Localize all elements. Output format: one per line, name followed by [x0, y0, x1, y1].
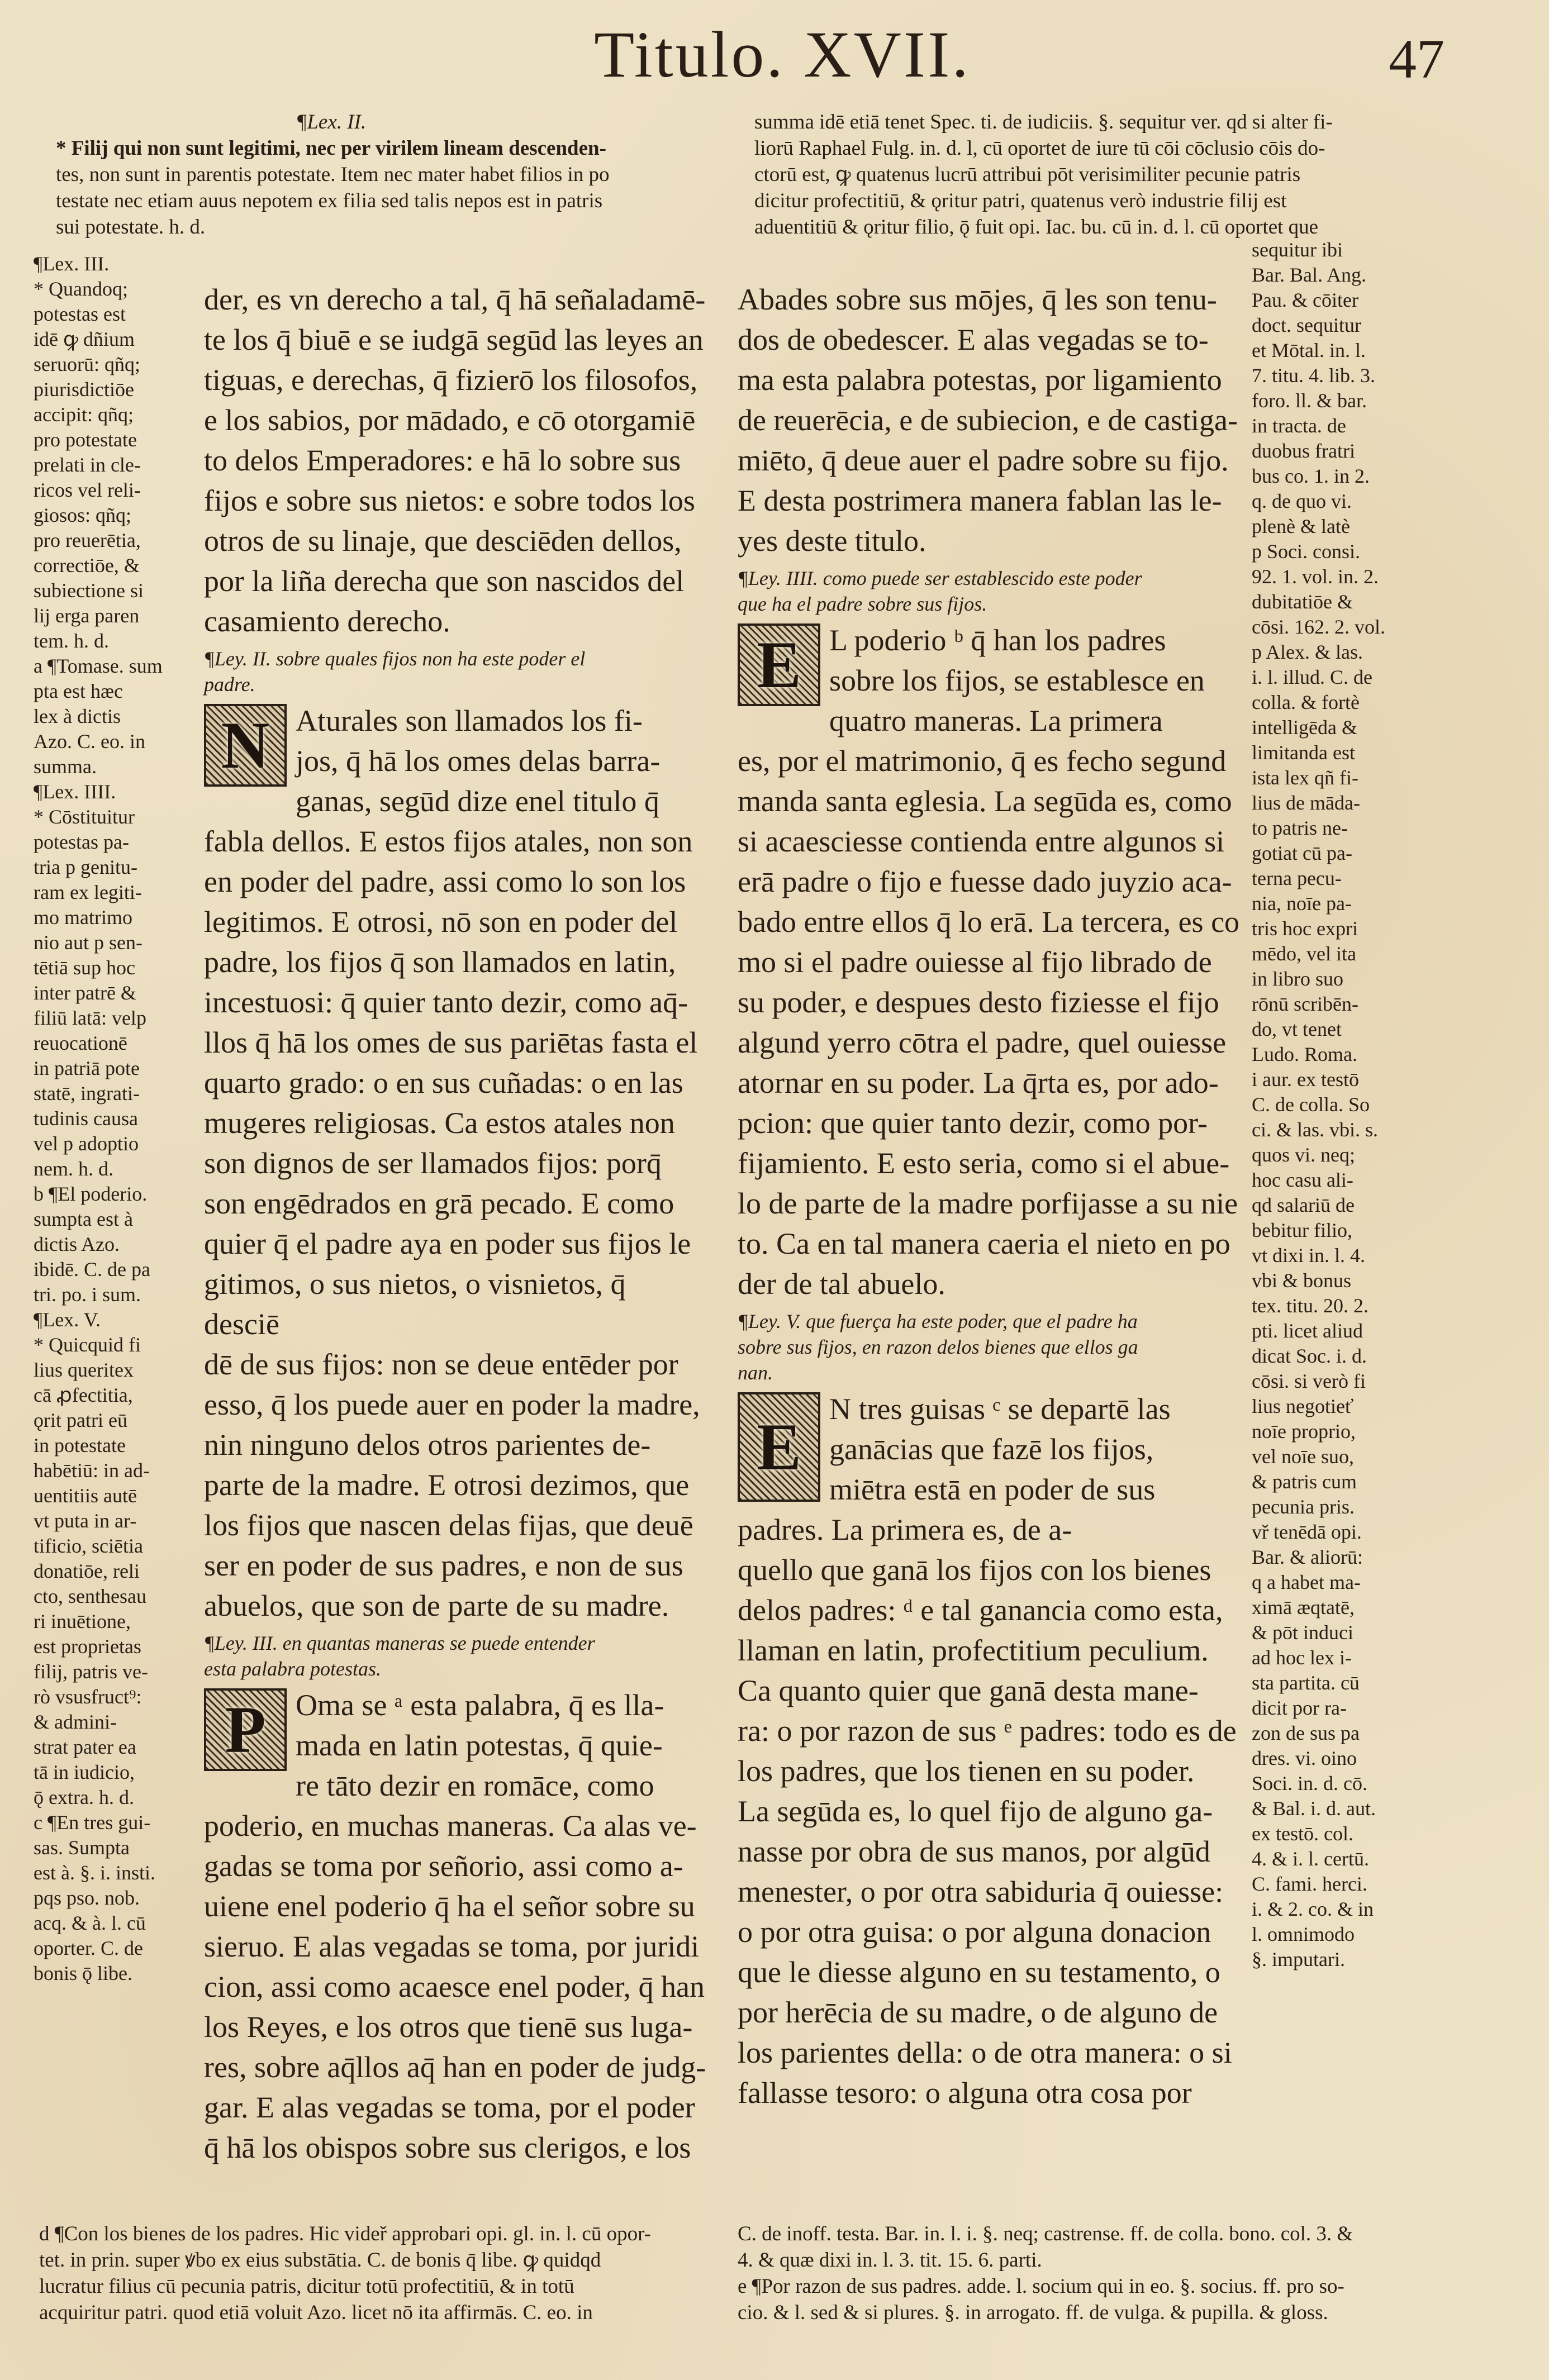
text-line: Ludo. Roma.: [1252, 1043, 1357, 1065]
text-line: erā padre o fijo e fuesse dado juyzio aca-: [738, 865, 1232, 898]
text-line: nia, noīe pa-: [1252, 892, 1352, 915]
text-line: ci. & las. vbi. s.: [1252, 1118, 1378, 1141]
running-title: Titulo. XVII.: [594, 18, 971, 91]
text-line: padre.: [204, 673, 255, 696]
text-line: manda santa eglesia. La segūda es, como: [738, 784, 1232, 818]
folio-number: 47: [1389, 28, 1445, 90]
text-line: sobre los fijos, se establesce en: [829, 664, 1205, 697]
text-line: por la liña derecha que son nascidos del: [204, 564, 685, 598]
text-line: tā in iudicio,: [34, 1761, 135, 1783]
text-line: fijos e sobre sus nietos: e sobre todos los: [204, 484, 695, 517]
text-line: in patriā pote: [34, 1057, 140, 1079]
text-line: & pōt induci: [1252, 1621, 1353, 1644]
text-line: accipit: qñq;: [34, 403, 134, 426]
law-paragraph-ley-iii: [204, 1685, 707, 2168]
text-line: qd salariū de: [1252, 1194, 1355, 1216]
text-line: gotiat cū pa-: [1252, 842, 1352, 864]
text-line: do, vt tenet: [1252, 1018, 1342, 1040]
main-column-right: [738, 279, 1241, 2113]
text-line: ram ex legiti-: [34, 881, 142, 903]
text-line: ¶Lex. III.: [34, 253, 110, 275]
text-line: tex. titu. 20. 2.: [1252, 1294, 1369, 1317]
text-line: dictis Azo.: [34, 1233, 120, 1255]
text-line: ¶Lex. V.: [34, 1308, 101, 1331]
text-line: La segūda es, lo quel fijo de alguno ga-: [738, 1794, 1213, 1828]
text-line: quarto grado: o en sus cuñadas: o en las: [204, 1066, 683, 1099]
text-line: Pau. & cōiter: [1252, 289, 1358, 311]
text-line: oporter. C. de: [34, 1937, 143, 1959]
text-line: sobre sus fijos, en razon delos bienes que ellos ga: [738, 1336, 1138, 1358]
text-line: l. omnimodo: [1252, 1923, 1355, 1945]
text-line: ricos vel reli-: [34, 479, 141, 501]
text-line: der de tal abuelo.: [738, 1267, 945, 1301]
text-line: Soci. in. d. cō.: [1252, 1772, 1367, 1794]
text-line: sta partita. cū: [1252, 1672, 1360, 1694]
decorated-initial: N: [204, 704, 287, 787]
text-line: rōnū scribēn-: [1252, 993, 1358, 1015]
text-line: ganas, segūd dize enel titulo q̄: [296, 784, 659, 818]
text-line: sieruo. E alas vegadas se toma, por juridi: [204, 1930, 700, 1963]
text-line: * Cōstituitur: [34, 806, 135, 828]
text-line: lij erga paren: [34, 604, 140, 627]
text-line: parte de la madre. E otrosi dezimos, que: [204, 1468, 690, 1502]
text-line: mada en latin potestas, q̄ quie-: [296, 1729, 663, 1762]
text-line: * Quandoq;: [34, 278, 128, 300]
text-line: vbi & bonus: [1252, 1269, 1352, 1292]
gloss-heading: ¶Lex. II.: [296, 111, 367, 134]
text-line: te los q̄ biuē e se iudgā segūd las leyes an: [204, 323, 704, 356]
text-line: atornar en su poder. La q̄rta es, por ado-: [738, 1066, 1219, 1099]
text-line: p Soci. consi.: [1252, 540, 1360, 563]
text-line: ximā æqtatē,: [1252, 1596, 1355, 1619]
text-line: ista lex qñ fi-: [1252, 767, 1358, 789]
text-line: & patris cum: [1252, 1470, 1357, 1493]
text-line: tet. in prin. super ꝟbo ex eius substātia. C. de bonis q̄ libe. ꝙ quidqd: [39, 2249, 601, 2272]
text-line: C. fami. herci.: [1252, 1873, 1367, 1895]
text-line: p Alex. & las.: [1252, 641, 1363, 663]
text-line: algund yerro cōtra el padre, quel ouiesse: [738, 1026, 1227, 1059]
text-line: vt dixi in. l. 4.: [1252, 1244, 1366, 1267]
text-line: lo de parte de la madre porfijasse a su nie: [738, 1187, 1238, 1220]
text-line: miētra estā en poder de sus: [829, 1473, 1156, 1506]
text-line: o por otra guisa: o por alguna donacion: [738, 1915, 1211, 1949]
text-line: i. & 2. co. & in: [1252, 1898, 1374, 1920]
text-line: doct. sequitur: [1252, 314, 1361, 336]
text-line: seruorū: qñq;: [34, 353, 140, 375]
text-line: limitanda est: [1252, 741, 1355, 764]
text-line: & admini-: [34, 1711, 117, 1733]
text-line: ganācias que fazē los fijos,: [829, 1432, 1154, 1466]
text-line: e ¶Por razon de sus padres. adde. l. socium qui in eo. §. socius. ff. pro so-: [738, 2275, 1344, 2298]
text-line: es, por el matrimonio, q̄ es fecho segund: [738, 744, 1227, 778]
text-line: uentitiis autē: [34, 1484, 137, 1507]
text-line: menester, o por otra sabiduria q̄ ouiesse:: [738, 1875, 1224, 1908]
text-line: filiū latā: velp: [34, 1007, 146, 1029]
text-line: hoc casu ali-: [1252, 1169, 1353, 1191]
text-line: poderio, en muchas maneras. Ca alas ve-: [204, 1809, 697, 1843]
text-line: filij, patris ve-: [34, 1660, 148, 1683]
text-line: esta palabra potestas.: [204, 1658, 382, 1680]
text-line: mēdo, vel ita: [1252, 943, 1356, 965]
left-margin-gloss: [34, 251, 196, 1986]
text-line: miēto, q̄ deue auer el padre sobre su fijo.: [738, 444, 1229, 477]
text-line: tri. po. i sum.: [34, 1283, 141, 1306]
text-line: otros de su linaje, que desciēden dellos,: [204, 524, 682, 558]
text-line: fallasse tesoro: o alguna otra cosa por: [738, 2076, 1192, 2110]
text-line: idē ꝙ dñium: [34, 328, 135, 350]
text-line: uiene enel poderio q̄ ha el señor sobre su: [204, 1889, 695, 1923]
text-line: bado entre ellos q̄ lo erā. La tercera, es co: [738, 905, 1240, 939]
text-line: dicit por ra-: [1252, 1697, 1347, 1719]
text-line: pro reuerētia,: [34, 529, 141, 551]
text-line: acquiritur patri. quod etiā voluit Azo. licet nō ita affirmās. C. eo. in: [39, 2301, 593, 2324]
text-line: tem. h. d.: [34, 630, 109, 652]
text-line: intelligēda &: [1252, 716, 1357, 739]
text-line: esso, q̄ los puede auer en poder la madre,: [204, 1388, 700, 1421]
text-line: son dignos de ser llamados fijos: porq̄: [204, 1146, 662, 1180]
text-line: cto, senthesau: [34, 1585, 146, 1607]
text-line: jos, q̄ hā los omes delas barra-: [296, 744, 661, 778]
text-line: mo matrimo: [34, 906, 132, 929]
text-line: c ¶En tres gui-: [34, 1811, 151, 1834]
text-line: mo si el padre ouiesse al fijo librado de: [738, 945, 1212, 979]
text-line: C. de inoff. testa. Bar. in. l. i. §. neq; castrense. ff. de colla. bono. col. 3. &: [738, 2222, 1353, 2245]
text-line: i aur. ex testō: [1252, 1068, 1359, 1091]
text-line: L poderio ᵇ q̄ han los padres: [829, 623, 1166, 657]
text-line: cōsi. si verò fi: [1252, 1370, 1366, 1392]
text-line: C. de colla. So: [1252, 1093, 1370, 1116]
text-line: 92. 1. vol. in. 2.: [1252, 565, 1379, 588]
text-line: tudinis causa: [34, 1107, 138, 1130]
text-line: statē, ingrati-: [34, 1082, 140, 1105]
text-line: correctiōe, &: [34, 554, 140, 577]
gloss-line: aduentitiū & ǫritur filio, ǭ fuit opi. Iac. bu. cū in. d. l. cū oportet que: [754, 216, 1319, 239]
decorated-initial: E: [738, 623, 820, 706]
text-line: ma esta palabra potestas, por ligamiento: [738, 363, 1222, 397]
text-line: 4. & i. l. certū.: [1252, 1848, 1369, 1870]
text-line: to. Ca en tal manera caeria el nieto en po: [738, 1227, 1230, 1260]
text-line: pti. licet aliud: [1252, 1320, 1363, 1342]
text-line: q. de quo vi.: [1252, 490, 1352, 512]
text-line: legitimos. E otrosi, nō son en poder del: [204, 905, 678, 939]
text-line: su poder, e despues desto fiziesse el fijo: [738, 986, 1219, 1019]
text-line: lex à dictis: [34, 705, 121, 727]
bottom-right-gloss: [738, 2221, 1431, 2326]
text-line: ser en poder de sus padres, e non de sus: [204, 1549, 683, 1582]
gloss-line: ctorū est, ꝙ quatenus lucrū attribui pōt verisimiliter pecunie patris: [754, 163, 1301, 186]
text-line: dos de obedescer. E alas vegadas se to-: [738, 323, 1209, 356]
text-line: Abades sobre sus mōjes, q̄ les son tenu-: [738, 283, 1217, 316]
text-line: en poder del padre, assi como lo son los: [204, 865, 686, 898]
text-line: padres. La primera es, de a-: [738, 1513, 1072, 1546]
text-line: gadas se toma por señorio, assi como a-: [204, 1849, 683, 1883]
text-line: cā ꝓfectitia,: [34, 1384, 133, 1406]
text-line: ¶Ley. IIII. como puede ser establescido este poder: [738, 567, 1142, 589]
text-line: * Quicquid fi: [34, 1334, 141, 1356]
text-line: ex testō. col.: [1252, 1822, 1353, 1845]
law-text-paragraph: [738, 279, 1241, 561]
text-line: tria p genitu-: [34, 856, 137, 878]
text-line: nasse por obra de sus manos, por algūd: [738, 1835, 1210, 1868]
gloss-line: sui potestate. h. d.: [56, 216, 206, 239]
text-line: rò vsusfruct⁹:: [34, 1686, 142, 1708]
bottom-left-gloss: [39, 2221, 715, 2326]
law-heading-ley-ii: [204, 646, 707, 697]
text-line: in tracta. de: [1252, 415, 1346, 437]
text-line: lius queritex: [34, 1359, 134, 1381]
gloss-line: dicitur profectitiū, & ǫritur patri, quatenus verò industrie filij est: [754, 189, 1287, 212]
text-line: colla. & fortè: [1252, 691, 1360, 713]
text-line: pro potestate: [34, 429, 137, 451]
text-line: Bar. Bal. Ang.: [1252, 264, 1366, 286]
text-line: dē de sus fijos: non se deue entēder por: [204, 1348, 678, 1381]
text-line: quos vi. neq;: [1252, 1144, 1355, 1166]
text-line: nem. h. d.: [34, 1158, 113, 1180]
text-line: pta est hæc: [34, 680, 123, 702]
law-paragraph-ley-ii: [204, 701, 707, 1626]
text-line: tris hoc expri: [1252, 917, 1358, 940]
decorated-initial: P: [204, 1688, 287, 1771]
text-line: mugeres religiosas. Ca estos atales non: [204, 1106, 675, 1140]
text-line: re tāto dezir en romāce, como: [296, 1769, 654, 1802]
right-margin-gloss: [1252, 237, 1419, 1972]
text-line: Azo. C. eo. in: [34, 730, 145, 753]
main-column-left: [204, 279, 707, 2168]
top-left-gloss: [56, 109, 710, 240]
text-line: giosos: qñq;: [34, 504, 132, 526]
text-line: cio. & l. sed & si plures. §. in arrogato. ff. de vulga. & pupilla. & gloss.: [738, 2301, 1328, 2324]
text-line: yes deste titulo.: [738, 524, 926, 558]
text-line: los fijos que nascen delas fijas, que deuē: [204, 1508, 693, 1542]
text-line: e los sabios, por mādado, e cō otorgamiē: [204, 403, 696, 437]
text-line: Aturales son llamados los fi-: [296, 704, 643, 737]
text-line: i. l. illud. C. de: [1252, 666, 1372, 688]
text-line: pecunia pris.: [1252, 1496, 1355, 1518]
text-line: est à. §. i. insti.: [34, 1862, 155, 1884]
text-line: ǫrit patri eū: [34, 1409, 127, 1431]
text-line: summa.: [34, 755, 97, 778]
law-heading-ley-v: [738, 1308, 1241, 1386]
text-line: zon de sus pa: [1252, 1722, 1360, 1744]
text-line: tificio, sciētia: [34, 1535, 143, 1557]
law-heading-ley-iii: [204, 1630, 707, 1682]
text-line: nin ninguno delos otros parientes de-: [204, 1428, 651, 1462]
text-line: los parientes della: o de otra manera: o si: [738, 2036, 1232, 2069]
text-line: tētiā sup hoc: [34, 956, 135, 979]
text-line: vel noīe suo,: [1252, 1445, 1354, 1468]
text-line: ra: o por razon de sus ᵉ padres: todo es de: [738, 1714, 1237, 1748]
law-text-paragraph: [204, 279, 707, 641]
gloss-line: liorū Raphael Fulg. in. d. l, cū oportet de iure tū cōi cōclusio cōis do-: [754, 137, 1325, 160]
text-line: nan.: [738, 1362, 773, 1384]
text-line: sequitur ibi: [1252, 239, 1343, 261]
text-line: sas. Sumpta: [34, 1836, 130, 1859]
text-line: to delos Emperadores: e hā lo sobre sus: [204, 444, 681, 477]
text-line: si acaesciesse contienda entre algunos si: [738, 825, 1225, 858]
text-line: est proprietas: [34, 1635, 141, 1658]
text-line: foro. ll. & bar.: [1252, 389, 1367, 412]
text-line: in potestate: [34, 1434, 126, 1456]
text-line: 4. & quæ dixi in. l. 3. tit. 15. 6. parti.: [738, 2249, 1042, 2272]
text-line: abuelos, que son de parte de su madre.: [204, 1589, 669, 1622]
text-line: pqs pso. nob.: [34, 1887, 140, 1909]
text-line: potestas est: [34, 303, 126, 325]
text-line: incestuosi: q̄ quier tanto dezir, como aq̄-: [204, 986, 688, 1019]
law-paragraph-ley-iiii: [738, 620, 1241, 1304]
text-line: plenè & latè: [1252, 515, 1350, 537]
text-line: quier q̄ el padre aya en poder sus fijos le: [204, 1227, 691, 1260]
text-line: gitimos, o sus nietos, o visnietos, q̄ desciē: [204, 1267, 626, 1341]
text-line: ad hoc lex i-: [1252, 1646, 1352, 1669]
text-line: casamiento derecho.: [204, 604, 450, 638]
text-line: llos q̄ hā los omes de sus pariētas fasta el: [204, 1026, 698, 1059]
text-line: subiectione si: [34, 579, 144, 602]
text-line: to patris ne-: [1252, 817, 1348, 839]
text-line: delos padres: ᵈ e tal ganancia como esta,: [738, 1593, 1223, 1627]
text-line: potestas pa-: [34, 831, 129, 853]
text-line: ¶Lex. IIII.: [34, 780, 116, 803]
text-line: a ¶Tomase. sum: [34, 655, 163, 677]
text-line: strat pater ea: [34, 1736, 136, 1758]
text-line: duobus fratri: [1252, 440, 1355, 462]
text-line: noīe proprio,: [1252, 1420, 1356, 1443]
text-line: que le diesse alguno en su testamento, o: [738, 1955, 1220, 1989]
text-line: por herēcia de su madre, o de alguno de: [738, 1996, 1218, 2029]
text-line: Bar. & aliorū:: [1252, 1546, 1363, 1568]
text-line: padre, los fijos q̄ son llamados en latin,: [204, 945, 676, 979]
text-line: ibidē. C. de pa: [34, 1258, 150, 1281]
text-line: der, es vn derecho a tal, q̄ hā señaladamē-: [204, 283, 706, 316]
top-right-gloss: [754, 109, 1414, 240]
text-line: de reuerēcia, e de subiecion, e de castiga-: [738, 403, 1238, 437]
text-line: los Reyes, e los otros que tienē sus luga-: [204, 2010, 693, 2044]
text-line: dres. vi. oino: [1252, 1747, 1357, 1769]
decorated-initial: E: [738, 1392, 820, 1502]
text-line: gar. E alas vegadas se toma, por el poder: [204, 2091, 695, 2124]
text-line: ¶Ley. V. que fuerça ha este poder, que el padre ha: [738, 1310, 1138, 1332]
text-line: tiguas, e derechas, q̄ fizierō los filosofos,: [204, 363, 698, 397]
text-line: sumpta est à: [34, 1208, 133, 1230]
gloss-line: tes, non sunt in parentis potestate. Item nec mater habet filios in po: [56, 163, 610, 186]
text-line: vel p adoptio: [34, 1132, 139, 1155]
text-line: nio aut p sen-: [34, 931, 142, 954]
text-line: §. imputari.: [1252, 1948, 1345, 1970]
text-line: terna pecu-: [1252, 867, 1342, 889]
text-line: bonis ǭ libe.: [34, 1962, 132, 1984]
gloss-line: testate nec etiam auus nepotem ex filia sed talis nepos est in patris: [56, 189, 603, 212]
text-line: fijamiento. E esto seria, como si el abue-: [738, 1146, 1230, 1180]
text-line: dubitatiōe &: [1252, 591, 1353, 613]
text-line: prelati in cle-: [34, 454, 141, 476]
text-line: ¶Ley. III. en quantas maneras se puede entender: [204, 1632, 595, 1654]
text-line: dicat Soc. i. d.: [1252, 1345, 1367, 1367]
law-heading-ley-iiii: [738, 565, 1241, 617]
law-paragraph-ley-v: [738, 1389, 1241, 2113]
gloss-line: summa idē etiā tenet Spec. ti. de iudiciis. §. sequitur ver. qd si alter fi-: [754, 111, 1333, 134]
text-line: ¶Ley. II. sobre quales fijos non ha este poder el: [204, 648, 586, 670]
text-line: bebitur filio,: [1252, 1219, 1352, 1241]
text-line: reuocationē: [34, 1032, 127, 1054]
text-line: lucratur filius cū pecunia patris, dicitur totū profectitiū, & in totū: [39, 2275, 574, 2298]
text-line: q a habet ma-: [1252, 1571, 1361, 1593]
text-line: N tres guisas ᶜ se departē las: [829, 1392, 1171, 1426]
text-line: in libro suo: [1252, 968, 1344, 990]
text-line: ǭ extra. h. d.: [34, 1786, 134, 1808]
text-line: & Bal. i. d. aut.: [1252, 1797, 1376, 1820]
text-line: vt puta in ar-: [34, 1510, 137, 1532]
text-line: q̄ hā los obispos sobre sus clerigos, e los: [204, 2131, 691, 2164]
text-line: son engēdrados en grā pecado. E como: [204, 1187, 674, 1220]
text-line: cōsi. 162. 2. vol.: [1252, 616, 1385, 638]
text-line: Ca quanto quier que ganā desta mane-: [738, 1674, 1199, 1707]
text-line: et Mōtal. in. l.: [1252, 339, 1366, 361]
text-line: quatro maneras. La primera: [829, 704, 1163, 737]
text-line: d ¶Con los bienes de los padres. Hic videř approbari opi. gl. in. l. cū opor-: [39, 2222, 651, 2245]
text-line: lius negotieť: [1252, 1395, 1354, 1417]
text-line: acq. & à. l. cū: [34, 1912, 146, 1934]
text-line: lius de māda-: [1252, 792, 1360, 814]
text-line: piurisdictiōe: [34, 378, 134, 401]
gloss-line: * Filij qui non sunt legitimi, nec per virilem lineam descenden-: [56, 137, 606, 160]
text-line: inter patrē &: [34, 982, 136, 1004]
text-line: ri inuētione,: [34, 1610, 131, 1632]
text-line: cion, assi como acaesce enel poder, q̄ han: [204, 1970, 705, 2003]
text-line: E desta postrimera manera fablan las le-: [738, 484, 1222, 517]
text-line: habētiū: in ad-: [34, 1459, 150, 1482]
text-line: llaman en latin, profectitium peculium.: [738, 1634, 1209, 1667]
text-line: los padres, que los tienen en su poder.: [738, 1754, 1195, 1788]
text-line: bus co. 1. in 2.: [1252, 465, 1370, 487]
text-line: que ha el padre sobre sus fijos.: [738, 593, 987, 615]
text-line: vř tenēdā opi.: [1252, 1521, 1362, 1543]
text-line: pcion: que quier tanto dezir, como por-: [738, 1106, 1208, 1140]
text-line: fabla dellos. E estos fijos atales, non son: [204, 825, 693, 858]
text-line: quello que ganā los fijos con los bienes: [738, 1553, 1211, 1587]
text-line: res, sobre aq̄llos aq̄ han en poder de judg-: [204, 2050, 706, 2084]
text-line: Oma se ᵃ esta palabra, q̄ es lla-: [296, 1688, 664, 1722]
text-line: 7. titu. 4. lib. 3.: [1252, 364, 1376, 387]
text-line: b ¶El poderio.: [34, 1183, 148, 1205]
text-line: donatiōe, reli: [34, 1560, 140, 1582]
